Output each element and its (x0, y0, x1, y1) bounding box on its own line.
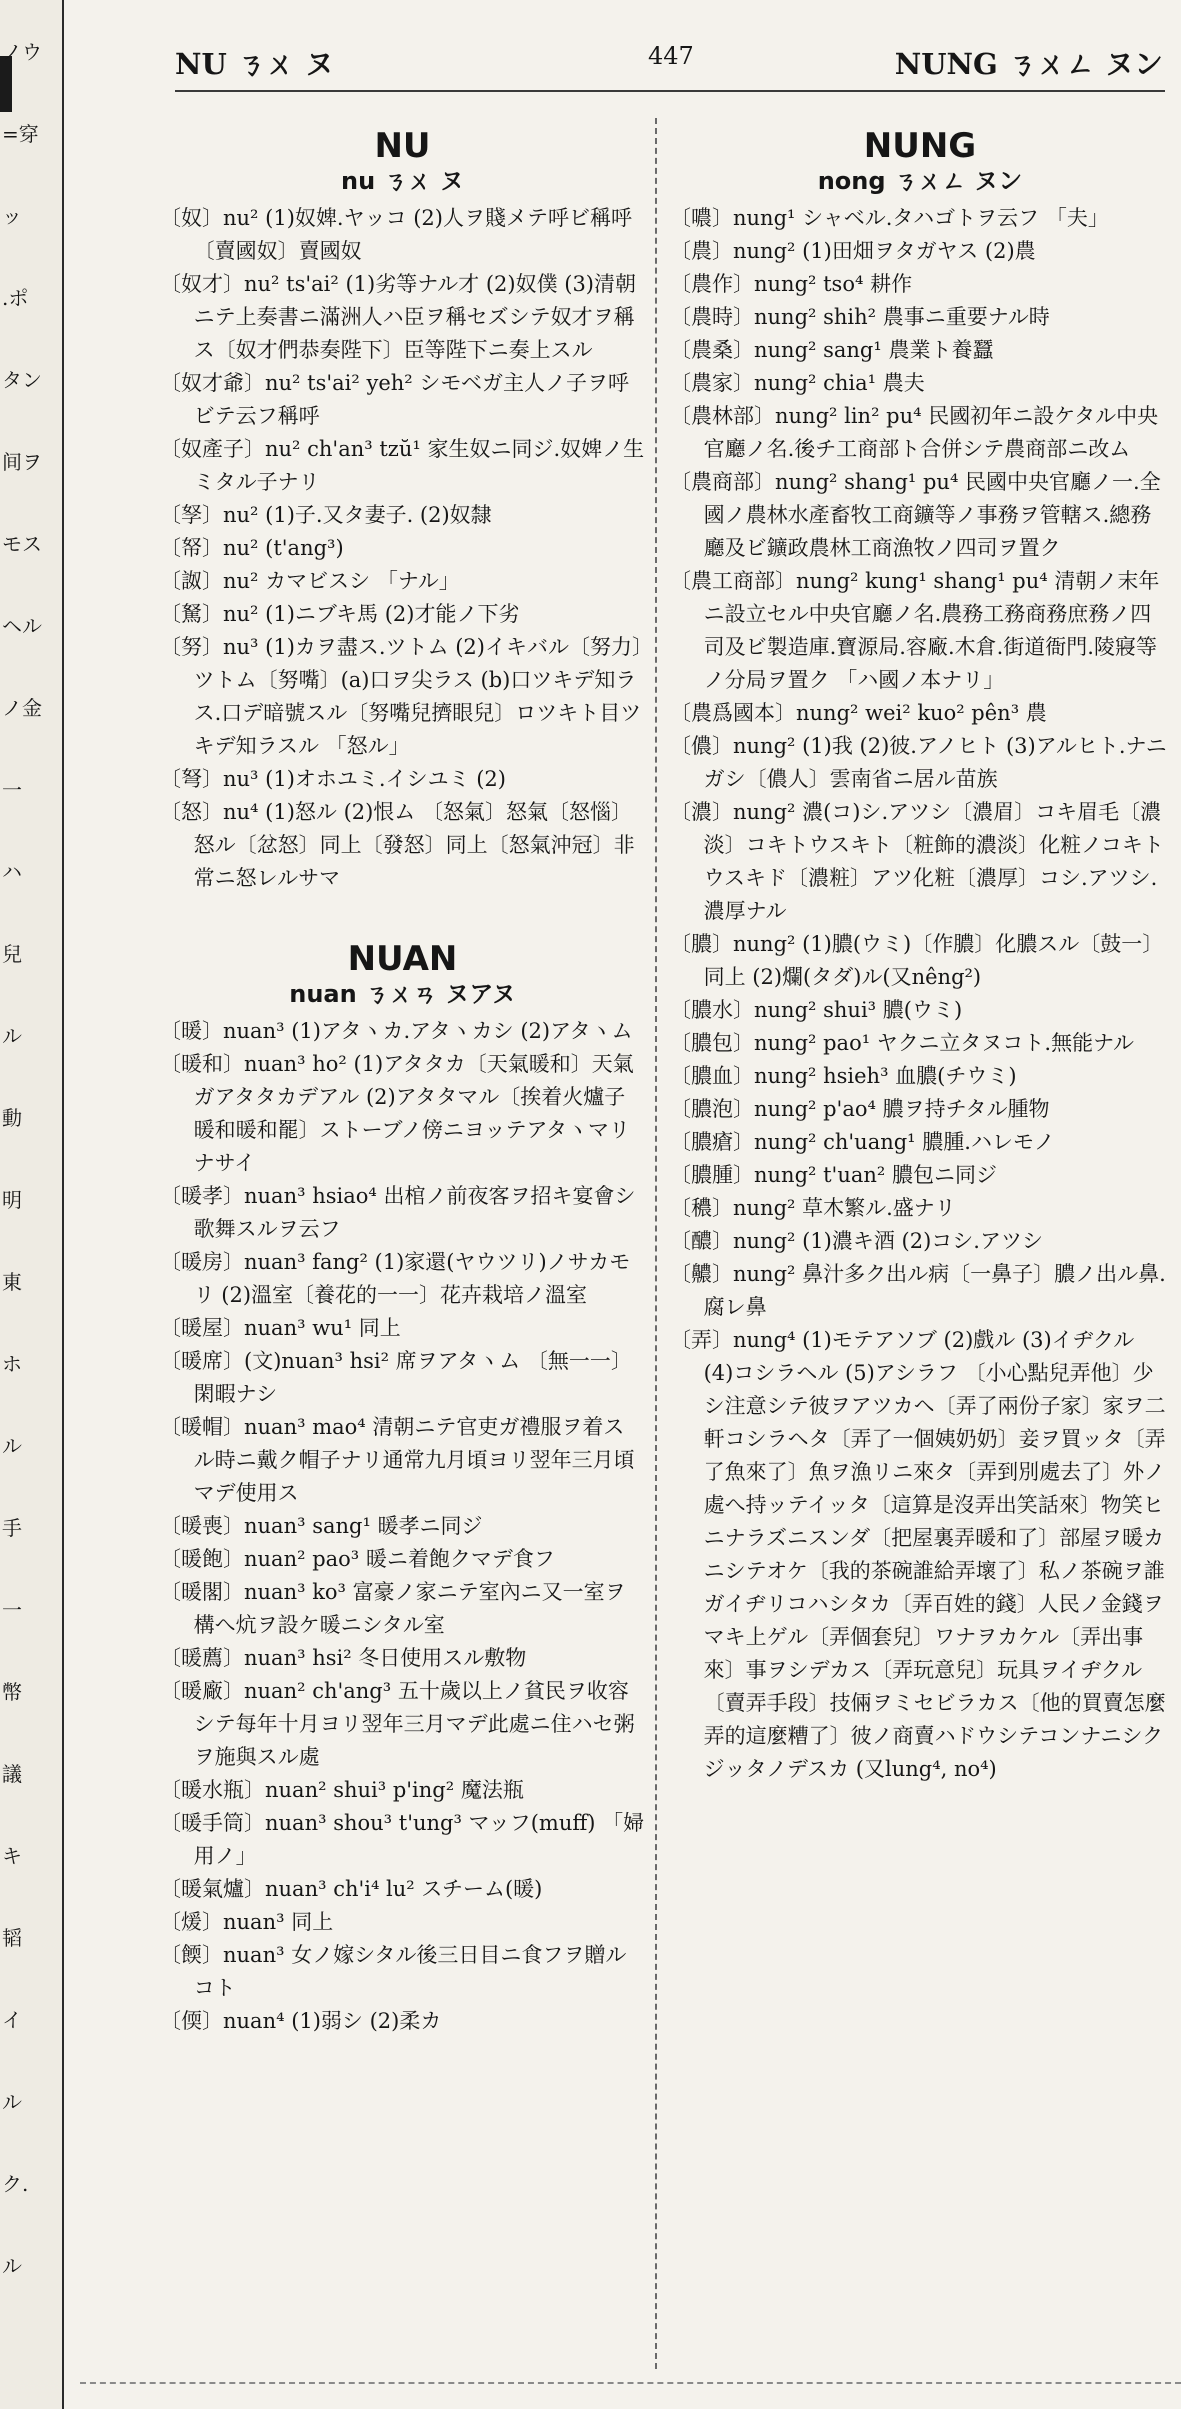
left-column (160, 118, 645, 2038)
adjacent-page-fragment: 韬 (2, 1926, 22, 1950)
section-subtitle-nuan: nuan ㄋㄨㄢ ヌアヌ (289, 980, 516, 1008)
dictionary-entry: 〔奴〕nu² (1)奴婢.ヤッコ (2)人ヲ賤メテ呼ビ稱呼〔賣國奴〕賣國奴 (160, 206, 632, 263)
dictionary-entry: 〔暖飽〕nuan² pao³ 暖ニ着飽クマデ食フ (160, 1547, 555, 1571)
dictionary-entry: 〔農作〕nung² tso⁴ 耕作 (670, 272, 913, 296)
adjacent-page-tab-mark (0, 56, 12, 112)
dictionary-entry: 〔膿瘡〕nung² ch'uang¹ 膿腫.ハレモノ (670, 1130, 1055, 1154)
dictionary-entry: 〔濃〕nung² 濃(コ)シ.アツシ〔濃眉〕コキ眉毛〔濃淡〕コキトウスキト〔粧飾的濃淡〕化粧ノコキトウスキド〔濃粧〕アツ化粧〔濃厚〕コシ.アツシ.濃厚ナル (670, 800, 1164, 923)
adjacent-page-fragment: ル (2, 2090, 22, 2114)
adjacent-page-fragment: ル (2, 1024, 22, 1048)
adjacent-page-fragment: タン (2, 368, 42, 392)
dictionary-entry: 〔農〕nung² (1)田畑ヲタガヤス (2)農 (670, 239, 1036, 263)
section-subtitle-nu: nu ㄋㄨ ヌ (341, 167, 464, 195)
adjacent-page-fragment: ル (2, 1434, 22, 1458)
adjacent-page-fragment: 議 (2, 1762, 22, 1786)
dictionary-entry: 〔煖〕nuan³ 同上 (160, 1910, 334, 1934)
dictionary-entry: 〔暖廠〕nuan² ch'ang³ 五十歲以上ノ貧民ヲ收容シテ每年十月ヨリ翌年三月マデ此處ニ住ハセ粥ヲ施與スル處 (160, 1679, 635, 1769)
adjacent-page-fragment: 一 (2, 778, 22, 802)
adjacent-page-fragment: 幣 (2, 1680, 22, 1704)
running-head-right: NUNG ㄋㄨㄥ ヌン (894, 47, 1163, 81)
dictionary-entry: 〔農桑〕nung² sang¹ 農業ト養蠶 (670, 338, 994, 362)
adjacent-page-fragment: ハ (2, 860, 22, 884)
right-column (670, 118, 1170, 1786)
dictionary-entry: 〔怒〕nu⁴ (1)怒ル (2)恨ム 〔怒氣〕怒氣〔怒惱〕怒ル〔忿怒〕同上〔發怒〕同上〔怒氣沖冠〕非常ニ怒レルサマ (160, 800, 635, 890)
entries-nu (160, 202, 645, 895)
dictionary-entry: 〔農商部〕nung² shang¹ pu⁴ 民國中央官廳ノ一.全國ノ農林水產畜牧工商鑛等ノ事務ヲ管轄ス.總務廳及ビ鑛政農林工商漁牧ノ四司ヲ置ク (670, 470, 1161, 560)
section-title-nuan: NUAN (347, 939, 458, 979)
adjacent-page-fragment: 手 (2, 1516, 22, 1540)
dictionary-entry: 〔暖屋〕nuan³ wu¹ 同上 (160, 1316, 401, 1340)
dictionary-entry: 〔暖房〕nuan³ fang² (1)家還(ヤウツリ)ノサカモリ (2)溫室〔養花的一一〕花卉栽培ノ溫室 (160, 1250, 631, 1307)
entries-nung (670, 202, 1170, 1786)
dictionary-entry: 〔偄〕nuan⁴ (1)弱シ (2)柔カ (160, 2009, 442, 2033)
adjacent-page-fragment: キ (2, 1844, 22, 1868)
dictionary-entry: 〔農家〕nung² chia¹ 農夫 (670, 371, 925, 395)
adjacent-page-fragment: ク. (2, 2172, 29, 2196)
dictionary-entry: 〔暖和〕nuan³ ho² (1)アタタカ〔天氣暖和〕天氣ガアタタカデアル (2)アタタマル〔挨着火爐子暖和暖和罷〕ストーブノ傍ニヨッテアタヽマリナサイ (160, 1052, 634, 1175)
adjacent-page-fragment: ノ金 (2, 696, 42, 720)
dictionary-entry: 〔農爲國本〕nung² wei² kuo² pên³ 農 (670, 701, 1047, 725)
column-divider (655, 118, 657, 2369)
adjacent-page-fragment: 動 (2, 1106, 22, 1130)
dictionary-entry: 〔膿泡〕nung² p'ao⁴ 膿ヲ持チタル腫物 (670, 1097, 1050, 1121)
adjacent-page-fragment: ヘル (2, 614, 42, 638)
footer-rule (80, 2382, 1181, 2384)
adjacent-page-fragment: 兒 (2, 942, 22, 966)
section-subtitle-nung: nong ㄋㄨㄥ ヌン (817, 167, 1023, 195)
dictionary-entry: 〔膿包〕nung² pao¹ ヤクニ立タヌコト.無能ナル (670, 1031, 1135, 1055)
adjacent-page-fragment: イ (2, 2008, 22, 2032)
dictionary-entry: 〔膿腫〕nung² t'uan² 膿包ニ同ジ (670, 1163, 997, 1187)
dictionary-entry: 〔奴才〕nu² ts'ai² (1)劣等ナル才 (2)奴僕 (3)清朝ニテ上奏書ニ滿洲人ハ臣ヲ稱セズシテ奴才ヲ稱ス〔奴才們恭奏陛下〕臣等陛下ニ奏上スル (160, 272, 637, 362)
dictionary-entry: 〔穠〕nung² 草木繁ル.盛ナリ (670, 1196, 956, 1220)
adjacent-page-strip (0, 0, 64, 2409)
page-number: 447 (648, 42, 694, 70)
dictionary-entry: 〔帑〕nu² (t'ang³) (160, 536, 344, 560)
dictionary-entry: 〔儂〕nung² (1)我 (2)彼.アノヒト (3)アルヒト.ナニガシ〔儂人〕雲南省ニ居ル苗族 (670, 734, 1167, 791)
dictionary-entry: 〔暖席〕(文)nuan³ hsi² 席ヲアタヽム 〔無一一〕閑暇ナシ (160, 1349, 632, 1406)
adjacent-page-fragment: .ポ (2, 286, 29, 310)
dictionary-entry: 〔弩〕nu³ (1)オホユミ.イシユミ (2) (160, 767, 506, 791)
adjacent-page-fragment: ホ (2, 1352, 22, 1376)
entries-nuan (160, 1015, 645, 2038)
dictionary-entry: 〔暖喪〕nuan³ sang¹ 暖孝ニ同ジ (160, 1514, 483, 1538)
dictionary-entry: 〔膿血〕nung² hsieh³ 血膿(チウミ) (670, 1064, 1017, 1088)
dictionary-entry: 〔暖帽〕nuan³ mao⁴ 清朝ニテ官吏ガ禮服ヲ着スル時ニ戴ク帽子ナリ通常九月頃ヨリ翌年三月頃マデ使用ス (160, 1415, 635, 1505)
dictionary-entry: 〔努〕nu³ (1)カヲ盡ス.ツトム (2)イキバル〔努力〕ツトム〔努嘴〕(a)口ヲ尖ラス (b)口ツキデ知ラス.口デ暗號スル〔努嘴兒擠眼兒〕ロツキト目ツキデ知ラスル 「怒ル」 (160, 635, 643, 758)
running-head-left: NU ㄋㄨ ヌ (175, 47, 334, 81)
dictionary-entry: 〔暖〕nuan³ (1)アタヽカ.アタヽカシ (2)アタヽム (160, 1019, 633, 1043)
dictionary-entry: 〔噥〕nung¹ シャベル.タハゴトヲ云フ 「夫」 (670, 206, 1109, 230)
adjacent-page-fragment: ッ (2, 204, 22, 228)
dictionary-entry: 〔暖氣爐〕nuan³ ch'i⁴ lu² スチーム(暖) (160, 1877, 543, 1901)
adjacent-page-fragment: =穿 (2, 122, 39, 146)
dictionary-entry: 〔醲〕nung² (1)濃キ酒 (2)コシ.アツシ (670, 1229, 1043, 1253)
adjacent-page-fragment: 间ヲ (2, 450, 42, 474)
dictionary-entry: 〔農工商部〕nung² kung¹ shang¹ pu⁴ 清朝ノ末年ニ設立セル中央官廳ノ名.農務工務商務庶務ノ四司及ビ製造庫.寶源局.容廠.木倉.街道衙門.陵寢等ノ分局ヲ置ク 「ハ國ノ本ナリ」 (670, 569, 1160, 692)
dictionary-entry: 〔詉〕nu² カマビスシ 「ナル」 (160, 569, 460, 593)
section-title-nu: NU (374, 126, 431, 166)
adjacent-page-fragment: ル (2, 2254, 22, 2278)
dictionary-entry: 〔駑〕nu² (1)ニブキ馬 (2)才能ノ下劣 (160, 602, 520, 626)
dictionary-entry: 〔奴產子〕nu² ch'an³ tzŭ¹ 家生奴ニ同ジ.奴婢ノ生ミタル子ナリ (160, 437, 645, 494)
adjacent-page-fragment: 東 (2, 1270, 22, 1294)
dictionary-entry: 〔膿水〕nung² shui³ 膿(ウミ) (670, 998, 963, 1022)
adjacent-page-fragment: ノウ (2, 40, 42, 64)
section-title-nung: NUNG (863, 126, 977, 166)
adjacent-page-fragment: 一 (2, 1598, 22, 1622)
dictionary-entry: 〔齈〕nung² 鼻汁多ク出ル病〔一鼻子〕膿ノ出ル鼻.腐レ鼻 (670, 1262, 1166, 1319)
dictionary-entry: 〔暖手筒〕nuan³ shou³ t'ung³ マッフ(muff) 「婦用ノ」 (160, 1811, 645, 1868)
adjacent-page-fragment: 明 (2, 1188, 22, 1212)
dictionary-entry: 〔孥〕nu² (1)子.又タ妻子. (2)奴隸 (160, 503, 492, 527)
dictionary-entry: 〔農時〕nung² shih² 農事ニ重要ナル時 (670, 305, 1050, 329)
dictionary-entry: 〔暖薦〕nuan³ hsi² 冬日使用スル敷物 (160, 1646, 527, 1670)
dictionary-entry: 〔暖閣〕nuan³ ko³ 富豪ノ家ニテ室內ニ又一室ヲ構へ炕ヲ設ケ暖ニシタル室 (160, 1580, 626, 1637)
dictionary-entry: 〔膿〕nung² (1)膿(ウミ)〔作膿〕化膿スル〔鼓一〕同上 (2)爛(タダ)ル(又nêng²) (670, 932, 1164, 989)
dictionary-entry: 〔農林部〕nung² lin² pu⁴ 民國初年ニ設ケタル中央官廳ノ名.後チ工商部ト合併シテ農商部ニ改ム (670, 404, 1159, 461)
dictionary-entry: 〔奴才爺〕nu² ts'ai² yeh² シモベガ主人ノ子ヲ呼ビテ云フ稱呼 (160, 371, 629, 428)
dictionary-entry: 〔暖水瓶〕nuan² shui³ p'ing² 魔法瓶 (160, 1778, 524, 1802)
dictionary-entry: 〔餪〕nuan³ 女ノ嫁シタル後三日目ニ食フヲ贈ルコト (160, 1943, 627, 2000)
dictionary-entry: 〔弄〕nung⁴ (1)モテアソブ (2)戲ル (3)イヂクル (4)コシラヘル (5)アシラフ 〔小心點兒弄他〕少シ注意シテ彼ヲアツカヘ〔弄了兩份子家〕家ヲ二軒コシラヘタ〔弄了一個姨奶奶〕妾ヲ買ッタ〔弄了魚來了〕魚ヲ漁リニ來タ〔弄到別處去了〕外ノ處へ持ッテイッタ〔這算是沒弄出笑話來〕物笑ヒニナラズニスンダ〔把屋裏弄暖和了〕部屋ヲ暖カニシテオケ〔我的茶碗誰給弄壞了〕私ノ茶碗ヲ誰ガイヂリコハシタカ〔弄百姓的錢〕人民ノ金錢ヲマキ上ゲル〔弄個套兒〕ワナヲカケル〔弄出事來〕事ヲシデカス〔弄玩意兒〕玩具ヲイヂクル〔賣弄手段〕技倆ヲミセビラカス〔他的買賣怎麼弄的這麼糟了〕彼ノ商賣ハドウシテコンナニシクジッタノデスカ (又lung⁴, no⁴) (670, 1328, 1166, 1781)
dictionary-entry: 〔暖孝〕nuan³ hsiao⁴ 出棺ノ前夜客ヲ招キ宴會シ歌舞スルヲ云フ (160, 1184, 636, 1241)
header-rule (175, 90, 1165, 92)
adjacent-page-fragment: モス (2, 532, 42, 556)
